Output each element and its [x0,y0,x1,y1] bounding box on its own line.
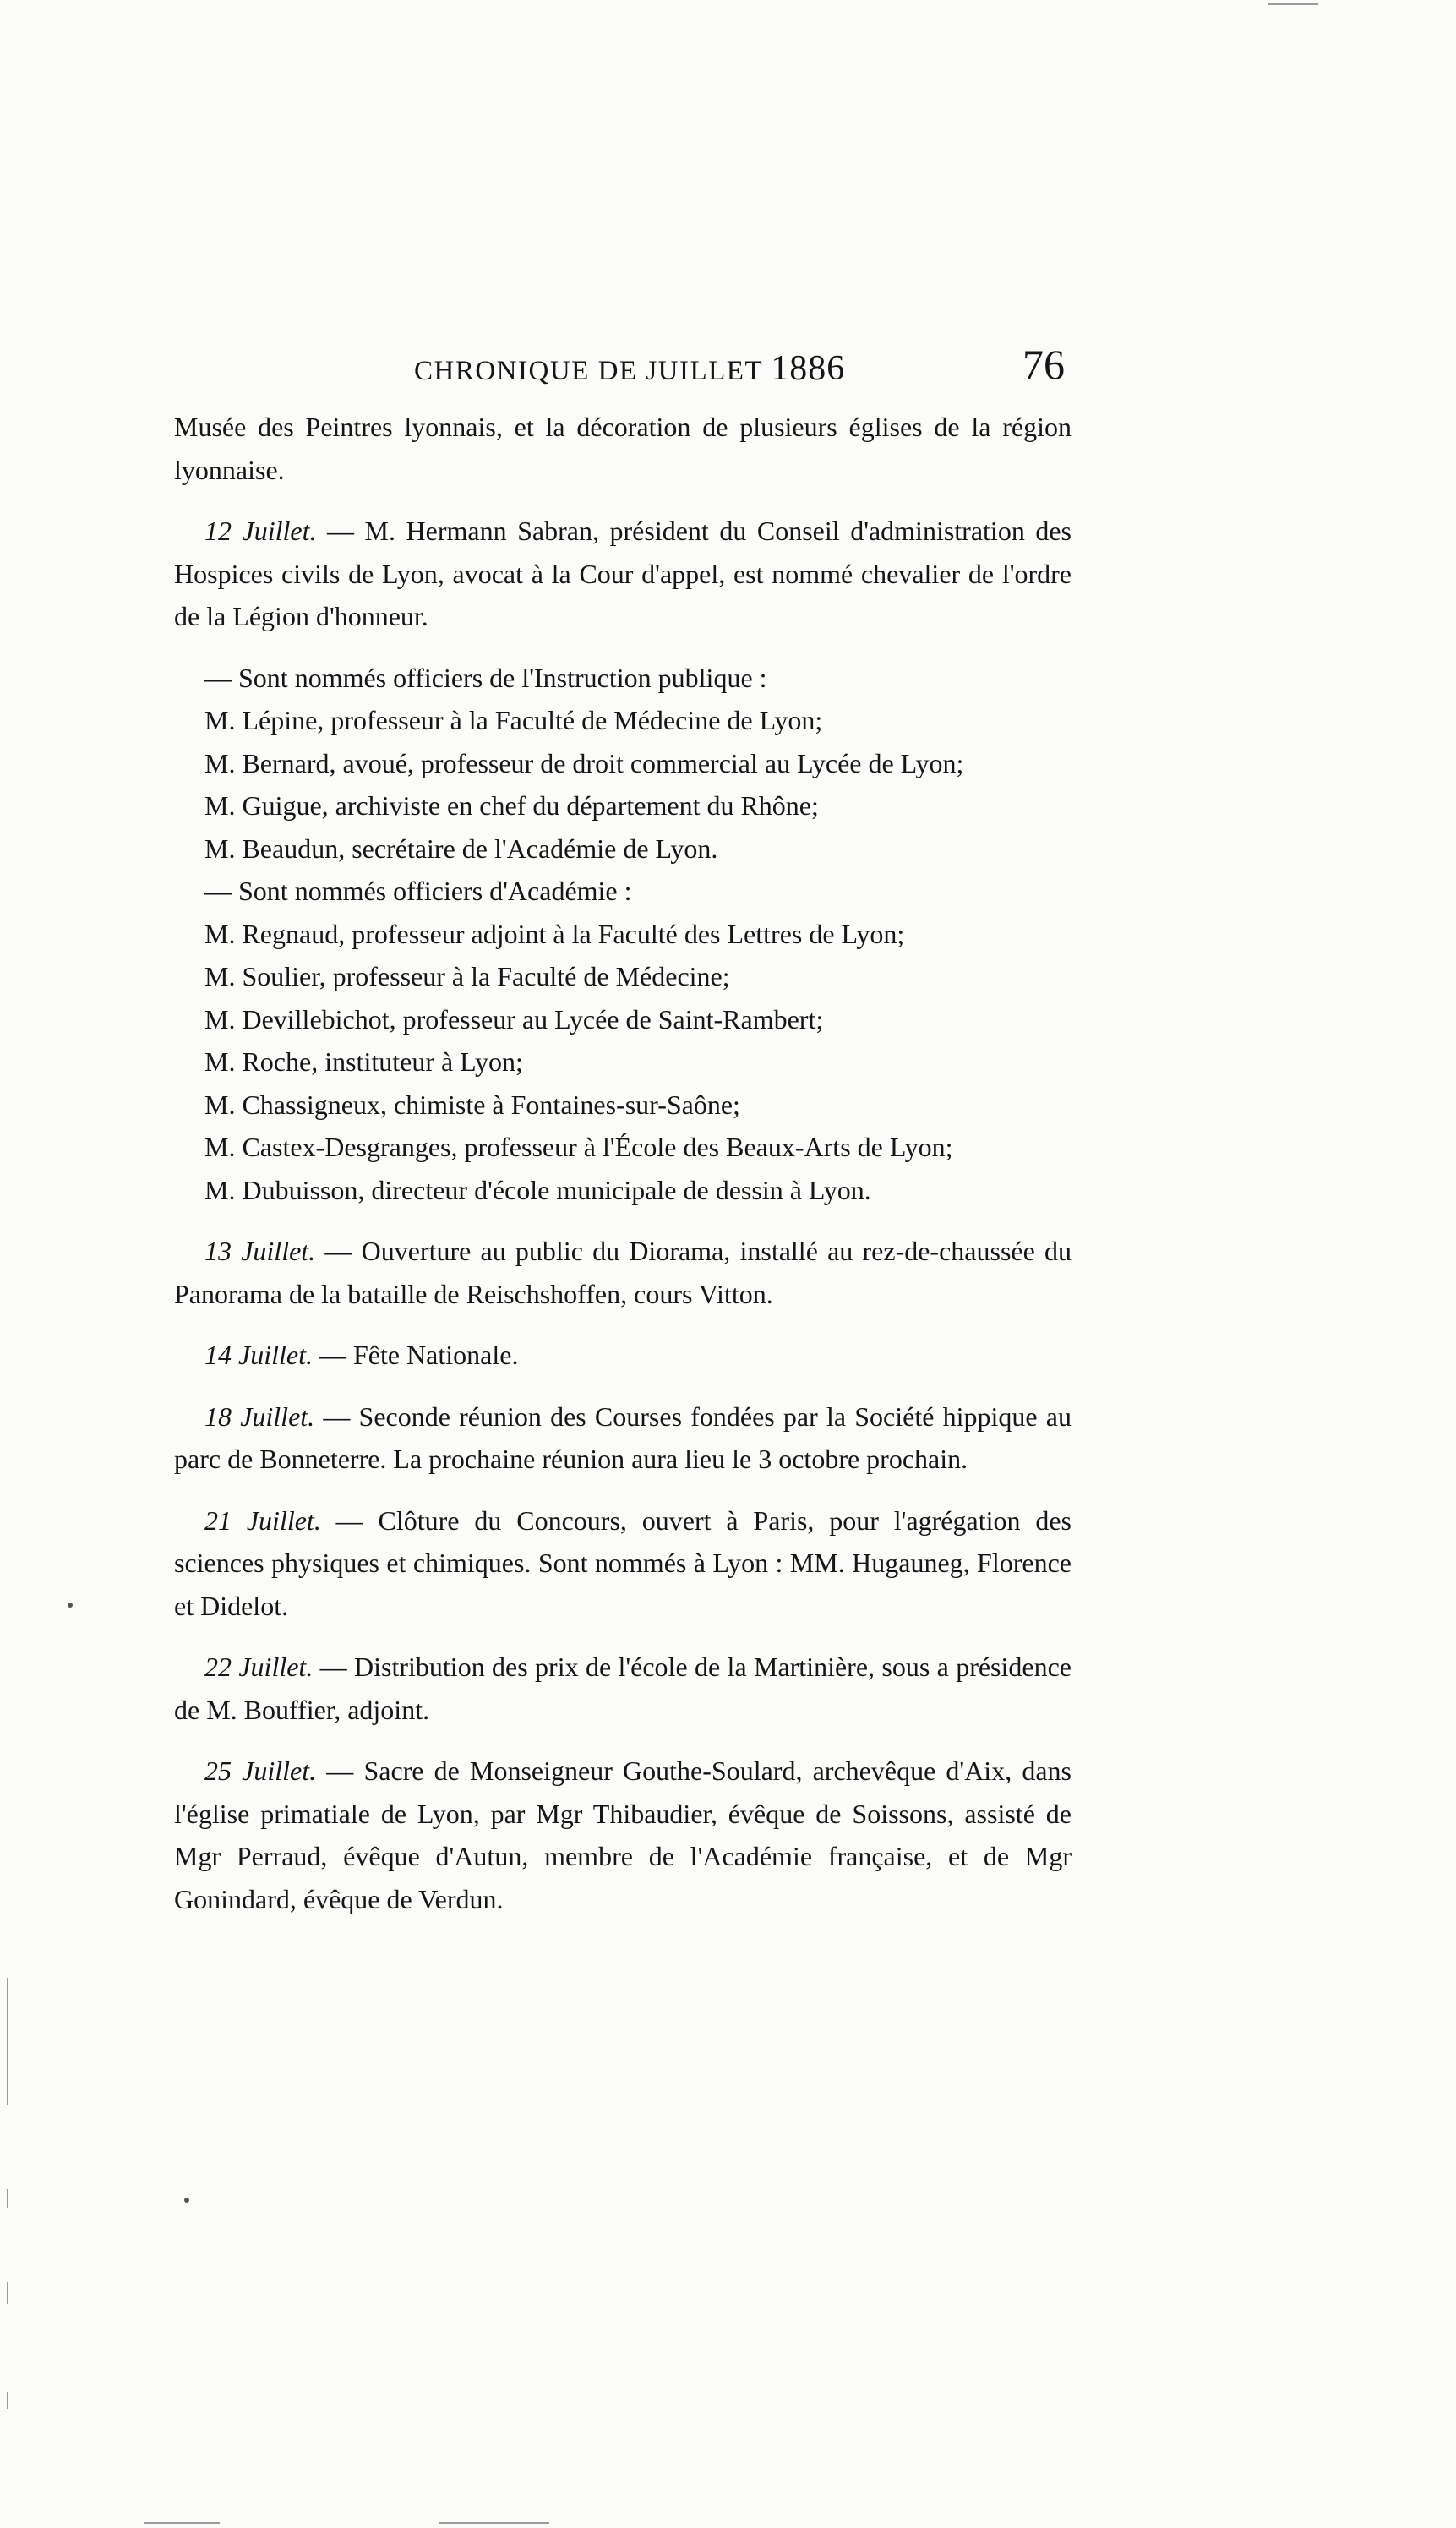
list-item: M. Castex-Desgranges, professeur à l'École des Beaux-Arts de Lyon; [204,1132,953,1162]
entry-12-july [174,510,1072,638]
entry-18-july [174,1395,1072,1481]
academie-heading: — Sont nommés officiers d'Académie : [204,876,632,906]
entry-date: 14 Juillet. [204,1340,313,1370]
scan-edge-mark [7,2392,8,2409]
entry-text: — Distribution des prix de l'école de la Martinière, sous a présidence de M. Bouffier, adjoint. [174,1652,1072,1725]
scan-edge-mark [1268,3,1318,5]
intro-paragraph: Musée des Peintres lyonnais, et la décoration de plusieurs églises de la région lyonnaise. [174,412,1072,485]
page-number: 76 [1022,341,1065,388]
running-title-text: CHRONIQUE DE JUILLET [414,356,763,386]
chronicle-text [174,406,1072,1920]
entry-text: — Fête Nationale. [312,1340,519,1370]
entry-25-july [174,1750,1072,1920]
list-item: M. Dubuisson, directeur d'école municipale de dessin à Lyon. [204,1174,871,1205]
scan-edge-mark [7,1978,8,2105]
entry-text: — Clôture du Concours, ouvert à Paris, pour l'agrégation des sciences physiques et chimiques. Sont nommés à Lyon : MM. Hugauneg, Florence et Didelot. [174,1504,1072,1621]
entry-date: 13 Juillet. [204,1236,316,1266]
list-item: M. Soulier, professeur à la Faculté de Médecine; [204,961,730,991]
instruction-heading: — Sont nommés officiers de l'Instruction publique : [204,662,767,693]
scan-edge-mark [439,2522,549,2524]
entry-date: 12 Juillet. [204,516,317,546]
entry-22-july [174,1646,1072,1731]
entry-text: — M. Hermann Sabran, président du Conseil d'administration des Hospices civils de Lyon, avocat à la Cour d'appel, est nommé chevalier de l'ordre de la Légion d'honneur. [174,516,1072,631]
list-item: M. Devillebichot, professeur au Lycée de Saint-Rambert; [204,1003,824,1035]
entry-13-july [174,1230,1072,1315]
scan-dot [184,2198,189,2203]
entry-date: 25 Juillet. [204,1755,317,1786]
list-item: M. Beaudun, secrétaire de l'Académie de Lyon. [204,833,718,864]
running-title-year: 1886 [771,349,846,388]
running-title [414,348,845,389]
list-item: M. Chassigneux, chimiste à Fontaines-sur-Saône; [204,1089,740,1120]
entry-date: 18 Juillet. [204,1401,315,1432]
scan-edge-mark [7,2282,8,2304]
list-item: M. Regnaud, professeur adjoint à la Faculté des Lettres de Lyon; [204,918,905,949]
scan-dot [68,1603,73,1608]
entry-date: 22 Juillet. [204,1652,314,1682]
list-item: M. Roche, instituteur à Lyon; [204,1046,523,1077]
entry-21-july [174,1499,1072,1628]
scan-edge-mark [144,2522,220,2524]
list-item: M. Lépine, professeur à la Faculté de Médecine de Lyon; [204,705,823,735]
scan-edge-mark [7,2189,8,2208]
entry-text: — Seconde réunion des Courses fondées par la Société hippique au parc de Bonneterre. La prochaine réunion aura lieu le 3 octobre prochain. [174,1401,1072,1474]
entry-text: — Sacre de Monseigneur Gouthe-Soulard, archevêque d'Aix, dans l'église primatiale de Lyon, par Mgr Thibaudier, évêque de Soissons, assisté de Mgr Perraud, évêque d'Autun, membre de l'Académie française, et de Mgr Gonindard, évêque de Verdun. [174,1755,1072,1914]
entry-date: 21 Juillet. [204,1504,321,1536]
list-item: M. Bernard, avoué, professeur de droit commercial au Lycée de Lyon; [204,747,964,778]
entry-text: — Ouverture au public du Diorama, installé au rez-de-chaussée du Panorama de la bataille de Reischshoffen, cours Vitton. [174,1236,1072,1309]
page-header [397,340,1090,399]
list-item: M. Guigue, archiviste en chef du département du Rhône; [204,790,819,821]
entry-14-july [174,1334,1072,1377]
